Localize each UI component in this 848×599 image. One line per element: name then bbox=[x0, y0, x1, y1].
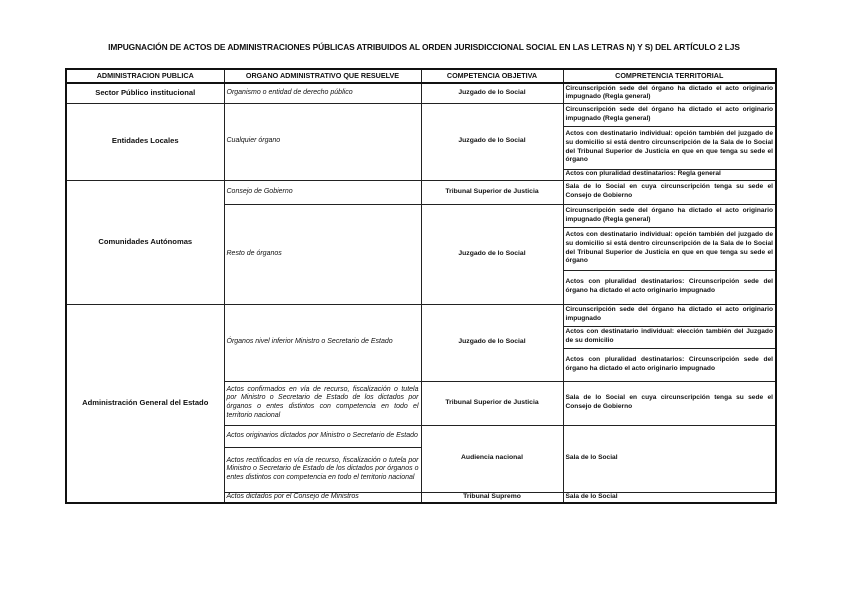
organo-cell: Actos confirmados en vía de recurso, fiscalización o tutela por Ministro o Secretario de Estado de los dictados por órganos o entes distintos con competencia en todo el territorio nacional bbox=[224, 381, 421, 425]
territorial-cell: Actos con pluralidad destinatarios: Circunscripción sede del órgano ha dictado el acto originario impugnado bbox=[563, 270, 776, 304]
competencia-cell: Tribunal Supremo bbox=[421, 492, 563, 503]
territorial-cell: Sala de lo Social bbox=[563, 425, 776, 492]
header-row bbox=[66, 69, 776, 83]
organo-cell: Organismo o entidad de derecho público bbox=[224, 83, 421, 103]
admin-cell: Sector Público institucional bbox=[66, 83, 224, 103]
organo-cell: Cualquier órgano bbox=[224, 103, 421, 180]
organo-cell: Actos dictados por el Consejo de Ministros bbox=[224, 492, 421, 503]
territorial-cell: Sala de lo Social en cuya circunscripción tenga su sede el Consejo de Gobierno bbox=[563, 180, 776, 204]
competencia-cell: Juzgado de lo Social bbox=[421, 204, 563, 304]
table-row bbox=[66, 103, 776, 126]
organo-cell: Actos rectificados en vía de recurso, fiscalización o tutela por Ministro o Secretario de Estado de los dictados por órganos o entes distintos con competencia en todo el territorio nacional bbox=[224, 447, 421, 492]
organo-cell: Actos originarios dictados por Ministro o Secretario de Estado bbox=[224, 425, 421, 447]
territorial-cell: Circunscripción sede del órgano ha dictado el acto originario impugnado (Regla general) bbox=[563, 83, 776, 103]
admin-cell: Comunidades Autónomas bbox=[66, 180, 224, 304]
territorial-cell: Actos con destinatario individual: opción también del juzgado de su domicilio si está dentro circunscripción de la Sala de lo Social del Tribunal Superior de Justicia en que en que tenga su sede el órgano bbox=[563, 126, 776, 169]
organo-cell: Consejo de Gobierno bbox=[224, 180, 421, 204]
table-row bbox=[66, 83, 776, 103]
territorial-cell: Actos con pluralidad destinatarios: Regla general bbox=[563, 169, 776, 180]
territorial-cell: Sala de lo Social en cuya circunscripción tenga su sede el Consejo de Gobierno bbox=[563, 381, 776, 425]
competencia-cell: Juzgado de lo Social bbox=[421, 83, 563, 103]
table-row bbox=[66, 180, 776, 204]
territorial-cell: Actos con pluralidad destinatarios: Circunscripción sede del órgano ha dictado el acto originario impugnado bbox=[563, 348, 776, 381]
competencia-cell: Audiencia nacional bbox=[421, 425, 563, 492]
territorial-cell: Circunscripción sede del órgano ha dictado el acto originario impugnado bbox=[563, 304, 776, 326]
header-organo: ORGANO ADMINISTRATIVO QUE RESUELVE bbox=[224, 69, 421, 83]
territorial-cell: Circunscripción sede del órgano ha dictado el acto originario impugnado (Regla general) bbox=[563, 204, 776, 227]
table-row bbox=[66, 304, 776, 326]
competence-table bbox=[65, 68, 777, 504]
header-competencia: COMPETENCIA OBJETIVA bbox=[421, 69, 563, 83]
header-territorial: COMPRETENCIA TERRITORIAL bbox=[563, 69, 776, 83]
page-title: IMPUGNACIÓN DE ACTOS DE ADMINISTRACIONES PÚBLICAS ATRIBUIDOS AL ORDEN JURISDICCIONAL SOCIAL EN LAS LETRAS N) Y S) DEL ARTÍCULO 2 LJS bbox=[108, 42, 740, 52]
header-admin: ADMINISTRACION PUBLICA bbox=[66, 69, 224, 83]
organo-cell: Órganos nivel inferior Ministro o Secretario de Estado bbox=[224, 304, 421, 381]
competencia-cell: Tribunal Superior de Justicia bbox=[421, 381, 563, 425]
organo-cell: Resto de órganos bbox=[224, 204, 421, 304]
admin-cell: Entidades Locales bbox=[66, 103, 224, 180]
territorial-cell: Sala de lo Social bbox=[563, 492, 776, 503]
territorial-cell: Actos con destinatario individual: elección también del Juzgado de su domicilio bbox=[563, 326, 776, 348]
territorial-cell: Circunscripción sede del órgano ha dictado el acto originario impugnado (Regla general) bbox=[563, 103, 776, 126]
competencia-cell: Juzgado de lo Social bbox=[421, 304, 563, 381]
territorial-cell: Actos con destinatario individual: opción también del juzgado de su domicilio si está dentro circunscripción de la Sala de lo Social del Tribunal Superior de Justicia en que en que tenga su sede el órgano bbox=[563, 227, 776, 270]
competencia-cell: Tribunal Superior de Justicia bbox=[421, 180, 563, 204]
admin-cell: Administración General del Estado bbox=[66, 304, 224, 503]
competencia-cell: Juzgado de lo Social bbox=[421, 103, 563, 180]
